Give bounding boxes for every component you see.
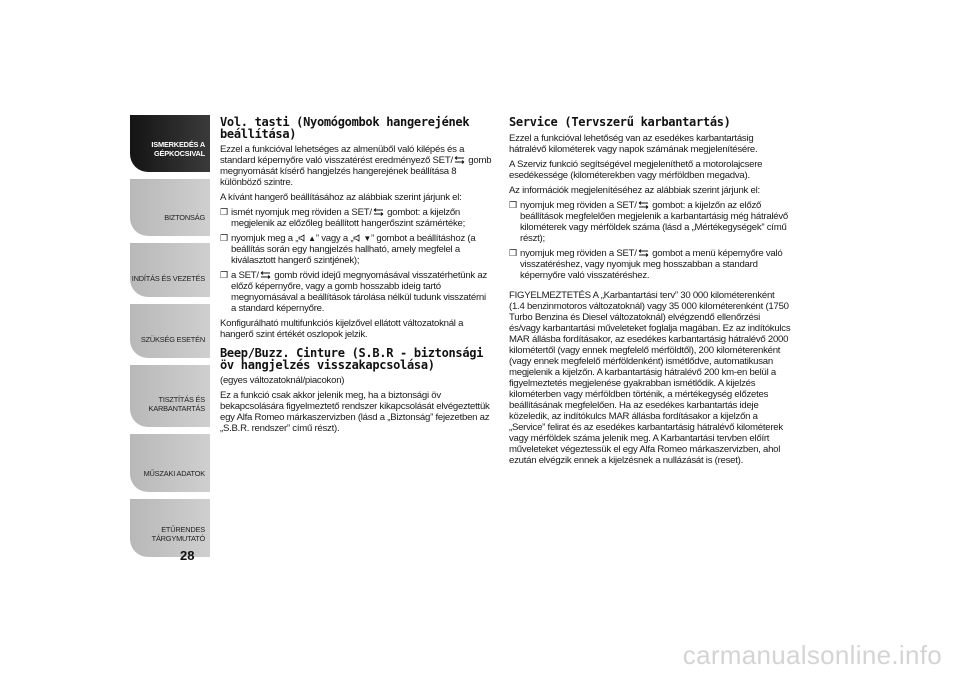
tab-label: SZÜKSÉG ESETÉN (140, 335, 205, 344)
tab-muszaki[interactable] (130, 434, 210, 492)
text: gombot: a kijelzőn az előző beállítások megfelelően megjelenik a karbantartásig még hátralévő kilométerek vagy mérföldek száma (lásd a „Mértékegységek” című részt); (520, 199, 788, 244)
text: nyomjuk meg röviden a SET/ (520, 247, 637, 259)
chapter-sidebar (130, 115, 210, 564)
set-return-icon (372, 208, 385, 216)
checkbox-bullet-icon: ❒ (220, 270, 228, 280)
heading-vol-tasti: Vol. tasti (Nyomógombok hangerejének beállítása) (220, 115, 470, 141)
paragraph: Az információk megjelenítéséhez az alábbiak szerint járjunk el: (509, 184, 760, 196)
tab-label: ETŰRENDES TÁRGYMUTATÓ (151, 525, 205, 543)
up-arrow-icon: ▲ (308, 234, 316, 243)
tab-biztonsag[interactable] (130, 179, 210, 236)
list-item (509, 248, 791, 281)
set-return-icon (637, 201, 650, 209)
tab-inditas[interactable] (130, 243, 210, 297)
text: nyomjuk meg a „ (231, 233, 299, 244)
text: Ezzel a funkcióval lehetséges az almenüből való kilépés és a standard képernyőre való visszatérést eredményező SET/ (220, 144, 465, 166)
text: ismét nyomjuk meg röviden a SET/ (231, 207, 372, 218)
list-item (220, 233, 492, 266)
checkbox-bullet-icon: ❒ (220, 233, 228, 243)
tab-ismerkedes[interactable] (130, 115, 210, 172)
warning-paragraph: FIGYELMEZTETÉS A „Karbantartási terv” 30 000 kilométerenként (1.4 benzinmotoros változatoknál) vagy 35 000 kilométerenként (1750 Turbo Benzina és Diesel változatoknál) elvégzendő ellenőrzési és/vagy karbantartási műveleteket foglalja magában. Ez az indítókulcs MAR állásba fordításakor, az esedékes karbantartásig hátralévő 2000 kilométertől (vagy ennek megfelelő mérföldtől), 200 kilométerenként (vagy ennek megfelelő mérföldenként) ismétlődve, automatikusan megjelenik a kijelzőn. A karbantartásig hátralévő 200 km-en belül a figyelmeztetés megjelenése gyakrabban ismétlődik. A kijelzés kilométerben vagy mérföldben történik, a mértékegység előzetes beállításának megfelelően. Ha az esedékes karbantartás ideje közeledik, az indítókulcs MAR állásba fordításakor a kijelzőn a „Service” felirat és az esedékes karbantartásig hátralévő kilométerek vagy mérföldek száma jelenik meg. A Karbantartási tervben előírt műveleteket végeztessük el egy Alfa Romeo márkaszervizben, ahol ezután elvégzik ennek a kijelzésnek a nullázását is (reset). (509, 289, 791, 466)
set-return-icon (453, 156, 466, 164)
page-number: 28 (180, 548, 195, 563)
tab-label: ISMERKEDÉS A GÉPKOCSIVAL (151, 140, 205, 158)
set-return-icon (637, 249, 650, 257)
text: nyomjuk meg röviden a SET/ (520, 199, 637, 211)
text: ” gombot a beállításhoz (a beállítás során egy hangjelzés hallható, amely megfelel a kiválasztott hangerő szintjének); (231, 233, 476, 266)
watermark: carmanualsonline.info (682, 640, 942, 670)
tab-label: INDÍTÁS ÉS VEZETÉS (131, 274, 205, 283)
tab-targymutato[interactable] (130, 499, 210, 557)
checkbox-bullet-icon: ❒ (220, 207, 228, 217)
tab-label: BIZTONSÁG (164, 213, 205, 222)
tab-label: MŰSZAKI ADATOK (143, 469, 205, 478)
list-item (220, 270, 492, 314)
text: gomb rövid idejű megnyomásával visszatérhetünk az előző képernyőre, vagy a gomb hosszabb ideig tartó megnyomásával a beállítások tárolása nélkül tudunk visszatérni a standard képernyőre. (231, 270, 488, 314)
text: gomb megnyomását kísérő hangjelzés hangerejének beállítása 8 különböző szintre. (220, 155, 492, 188)
tab-tisztitas[interactable] (130, 365, 210, 427)
heading-service: Service (Tervszerű karbantartás) (509, 115, 731, 129)
text: gombot: a kijelzőn megjelenik az előzőleg beállított hangerőszint számértéke; (231, 207, 466, 229)
down-arrow-icon: ▼ (363, 234, 372, 243)
volume-icon (353, 234, 363, 242)
heading-beep-buzz: Beep/Buzz. Cinture (S.B.R - biztonsági öv hangjelzés visszakapcsolása) (220, 346, 484, 372)
paragraph: A Szerviz funkció segítségével megjeleníthető a motorolajcsere esedékessége (kilométerekben vagy mérföldben megadva). (509, 158, 763, 181)
text: ” vagy a „ (315, 233, 354, 244)
volume-icon (298, 234, 308, 242)
checkbox-bullet-icon: ❒ (509, 199, 517, 210)
text: a SET/ (231, 270, 259, 281)
set-return-icon (259, 271, 272, 279)
right-column (509, 117, 791, 470)
text: gombot a menü képernyőre való visszatéréshez, vagy nyomjuk meg hosszabban a standard képernyőre való visszatéréshez. (520, 247, 783, 281)
list-item (509, 200, 791, 244)
tab-label: TISZTÍTÁS ÉS KARBANTARTÁS (148, 395, 205, 413)
paragraph (220, 144, 492, 188)
paragraph: Konfigurálható multifunkciós kijelzővel ellátott változatoknál a hangerő szint értékét oszlopok jelzik. (220, 318, 464, 340)
paragraph: A kívánt hangerő beállításához az alábbiak szerint járjunk el: (220, 192, 462, 203)
tab-szukseg[interactable] (130, 304, 210, 358)
left-column (220, 117, 492, 438)
checkbox-bullet-icon: ❒ (509, 247, 517, 258)
paragraph: Ezzel a funkcióval lehetőség van az esedékes karbantartásig hátralévő kilométerek vagy napok számának megjelenítésére. (509, 132, 758, 155)
list-item (220, 207, 492, 229)
paragraph: (egyes változatoknál/piacokon) (220, 375, 345, 386)
paragraph: Ez a funkció csak akkor jelenik meg, ha a biztonsági öv bekapcsolására figyelmeztető rendszer kikapcsolását elvégeztettük egy Alfa Romeo márkaszervizben (lásd a „Biztonság” fejezetben az „S.B.R. rendszer” című részt). (220, 390, 490, 434)
